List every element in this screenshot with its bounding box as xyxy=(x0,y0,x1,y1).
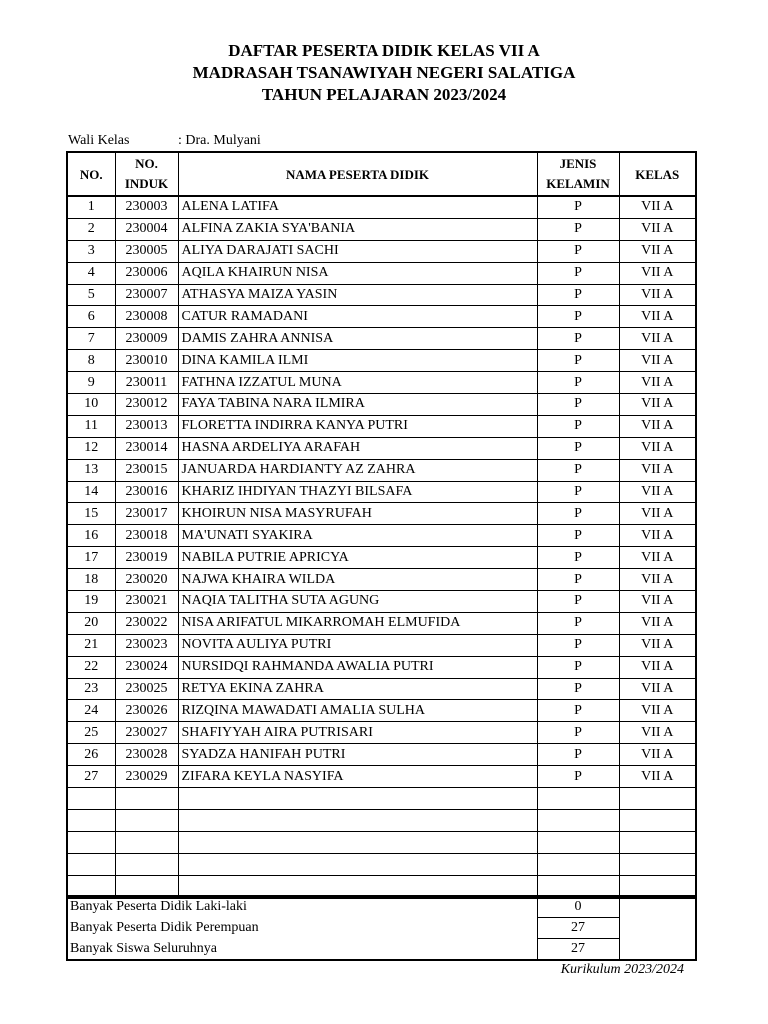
table-row xyxy=(67,437,696,459)
cell-jenis-kelamin: P xyxy=(537,547,619,569)
cell-no-induk: 230019 xyxy=(115,547,178,569)
title-line-1: DAFTAR PESERTA DIDIK KELAS VII A xyxy=(228,41,540,60)
empty-cell xyxy=(115,831,178,853)
cell-no: 20 xyxy=(67,612,115,634)
cell-jenis-kelamin: P xyxy=(537,306,619,328)
cell-nama: CATUR RAMADANI xyxy=(178,306,537,328)
cell-kelas: VII A xyxy=(619,196,696,218)
title-line-2: MADRASAH TSANAWIYAH NEGERI SALATIGA xyxy=(192,63,576,82)
cell-kelas: VII A xyxy=(619,328,696,350)
header-no-induk-top: NO. xyxy=(135,156,158,171)
summary-value-perempuan: 27 xyxy=(537,918,619,939)
header-kelas: KELAS xyxy=(619,152,696,196)
cell-jenis-kelamin: P xyxy=(537,328,619,350)
table-header-row xyxy=(67,152,696,196)
cell-no-induk: 230006 xyxy=(115,262,178,284)
table-row xyxy=(67,394,696,416)
cell-no: 24 xyxy=(67,700,115,722)
summary-value-laki: 0 xyxy=(537,896,619,918)
table-row xyxy=(67,459,696,481)
cell-no-induk: 230008 xyxy=(115,306,178,328)
header-no: NO. xyxy=(67,152,115,196)
cell-no: 18 xyxy=(67,569,115,591)
roster-body xyxy=(67,196,696,898)
cell-kelas: VII A xyxy=(619,481,696,503)
table-row xyxy=(67,284,696,306)
empty-cell xyxy=(537,788,619,810)
table-row xyxy=(67,766,696,788)
cell-no-induk: 230003 xyxy=(115,196,178,218)
table-row xyxy=(67,591,696,613)
cell-no-induk: 230024 xyxy=(115,656,178,678)
cell-nama: HASNA ARDELIYA ARAFAH xyxy=(178,437,537,459)
cell-jenis-kelamin: P xyxy=(537,612,619,634)
summary-table xyxy=(66,895,697,961)
empty-cell xyxy=(178,788,537,810)
cell-jenis-kelamin: P xyxy=(537,766,619,788)
cell-no-induk: 230018 xyxy=(115,525,178,547)
cell-nama: ZIFARA KEYLA NASYIFA xyxy=(178,766,537,788)
cell-nama: ATHASYA MAIZA YASIN xyxy=(178,284,537,306)
summary-row xyxy=(67,939,696,961)
cell-no-induk: 230014 xyxy=(115,437,178,459)
header-jenis-bottom: KELAMIN xyxy=(546,176,610,191)
cell-jenis-kelamin: P xyxy=(537,591,619,613)
cell-jenis-kelamin: P xyxy=(537,722,619,744)
header-no-induk-bottom: INDUK xyxy=(124,176,169,191)
cell-nama: JANUARDA HARDIANTY AZ ZAHRA xyxy=(178,459,537,481)
footer-kurikulum: Kurikulum 2023/2024 xyxy=(560,962,684,977)
cell-nama: ALIYA DARAJATI SACHI xyxy=(178,240,537,262)
empty-cell xyxy=(619,809,696,831)
table-row xyxy=(67,656,696,678)
cell-no-induk: 230015 xyxy=(115,459,178,481)
cell-no: 9 xyxy=(67,372,115,394)
cell-nama: NAQIA TALITHA SUTA AGUNG xyxy=(178,591,537,613)
empty-row xyxy=(67,831,696,853)
cell-jenis-kelamin: P xyxy=(537,634,619,656)
table-row xyxy=(67,722,696,744)
header-no-induk xyxy=(115,152,178,196)
cell-nama: KHOIRUN NISA MASYRUFAH xyxy=(178,503,537,525)
empty-row xyxy=(67,788,696,810)
cell-kelas: VII A xyxy=(619,437,696,459)
cell-no-induk: 230023 xyxy=(115,634,178,656)
cell-jenis-kelamin: P xyxy=(537,350,619,372)
cell-nama: FATHNA IZZATUL MUNA xyxy=(178,372,537,394)
summary-row xyxy=(67,896,696,918)
cell-no: 27 xyxy=(67,766,115,788)
cell-no: 4 xyxy=(67,262,115,284)
summary-value-total: 27 xyxy=(537,939,619,961)
cell-kelas: VII A xyxy=(619,547,696,569)
empty-cell xyxy=(178,853,537,875)
cell-kelas: VII A xyxy=(619,284,696,306)
title-line-3: TAHUN PELAJARAN 2023/2024 xyxy=(261,85,507,104)
summary-row xyxy=(67,918,696,939)
cell-jenis-kelamin: P xyxy=(537,240,619,262)
table-row xyxy=(67,744,696,766)
table-row xyxy=(67,634,696,656)
cell-kelas: VII A xyxy=(619,569,696,591)
cell-kelas: VII A xyxy=(619,240,696,262)
table-row xyxy=(67,700,696,722)
summary-label-total: Banyak Siswa Seluruhnya xyxy=(67,939,537,961)
cell-jenis-kelamin: P xyxy=(537,394,619,416)
cell-no-induk: 230025 xyxy=(115,678,178,700)
empty-cell xyxy=(115,788,178,810)
cell-jenis-kelamin: P xyxy=(537,503,619,525)
table-row xyxy=(67,569,696,591)
table-row xyxy=(67,678,696,700)
cell-no: 26 xyxy=(67,744,115,766)
table-row xyxy=(67,350,696,372)
empty-cell xyxy=(178,809,537,831)
cell-no: 6 xyxy=(67,306,115,328)
wali-kelas-label: Wali Kelas xyxy=(68,133,130,148)
cell-no: 16 xyxy=(67,525,115,547)
table-row xyxy=(67,196,696,218)
cell-kelas: VII A xyxy=(619,678,696,700)
cell-kelas: VII A xyxy=(619,415,696,437)
cell-nama: RIZQINA MAWADATI AMALIA SULHA xyxy=(178,700,537,722)
cell-no: 21 xyxy=(67,634,115,656)
cell-no-induk: 230029 xyxy=(115,766,178,788)
header-nama: NAMA PESERTA DIDIK xyxy=(178,152,537,196)
cell-nama: SHAFIYYAH AIRA PUTRISARI xyxy=(178,722,537,744)
cell-jenis-kelamin: P xyxy=(537,678,619,700)
cell-no: 17 xyxy=(67,547,115,569)
empty-row xyxy=(67,809,696,831)
cell-no: 7 xyxy=(67,328,115,350)
cell-no: 23 xyxy=(67,678,115,700)
empty-cell xyxy=(537,831,619,853)
cell-kelas: VII A xyxy=(619,634,696,656)
cell-jenis-kelamin: P xyxy=(537,656,619,678)
cell-no-induk: 230012 xyxy=(115,394,178,416)
cell-nama: DINA KAMILA ILMI xyxy=(178,350,537,372)
cell-no: 5 xyxy=(67,284,115,306)
cell-nama: NURSIDQI RAHMANDA AWALIA PUTRI xyxy=(178,656,537,678)
table-row xyxy=(67,306,696,328)
cell-no: 13 xyxy=(67,459,115,481)
cell-kelas: VII A xyxy=(619,372,696,394)
empty-cell xyxy=(67,809,115,831)
cell-no-induk: 230027 xyxy=(115,722,178,744)
cell-nama: SYADZA HANIFAH PUTRI xyxy=(178,744,537,766)
empty-cell xyxy=(115,853,178,875)
wali-kelas-value: : Dra. Mulyani xyxy=(178,133,261,148)
cell-jenis-kelamin: P xyxy=(537,700,619,722)
cell-nama: AQILA KHAIRUN NISA xyxy=(178,262,537,284)
cell-kelas: VII A xyxy=(619,744,696,766)
cell-no: 14 xyxy=(67,481,115,503)
cell-nama: NISA ARIFATUL MIKARROMAH ELMUFIDA xyxy=(178,612,537,634)
empty-cell xyxy=(67,788,115,810)
cell-kelas: VII A xyxy=(619,766,696,788)
empty-cell xyxy=(115,809,178,831)
cell-nama: NOVITA AULIYA PUTRI xyxy=(178,634,537,656)
table-row xyxy=(67,612,696,634)
cell-kelas: VII A xyxy=(619,306,696,328)
empty-cell xyxy=(619,788,696,810)
cell-no-induk: 230010 xyxy=(115,350,178,372)
cell-nama: KHARIZ IHDIYAN THAZYI BILSAFA xyxy=(178,481,537,503)
cell-no: 25 xyxy=(67,722,115,744)
document-title xyxy=(0,40,768,106)
cell-nama: ALFINA ZAKIA SYA'BANIA xyxy=(178,218,537,240)
cell-no-induk: 230005 xyxy=(115,240,178,262)
empty-cell xyxy=(619,853,696,875)
cell-no-induk: 230022 xyxy=(115,612,178,634)
cell-no-induk: 230020 xyxy=(115,569,178,591)
summary-label-laki: Banyak Peserta Didik Laki-laki xyxy=(67,896,537,918)
cell-nama: ALENA LATIFA xyxy=(178,196,537,218)
cell-kelas: VII A xyxy=(619,350,696,372)
table-row xyxy=(67,547,696,569)
table-row xyxy=(67,525,696,547)
cell-no: 2 xyxy=(67,218,115,240)
cell-kelas: VII A xyxy=(619,591,696,613)
cell-jenis-kelamin: P xyxy=(537,372,619,394)
table-row xyxy=(67,262,696,284)
table-row xyxy=(67,218,696,240)
cell-no-induk: 230028 xyxy=(115,744,178,766)
cell-no-induk: 230011 xyxy=(115,372,178,394)
cell-jenis-kelamin: P xyxy=(537,525,619,547)
cell-no-induk: 230021 xyxy=(115,591,178,613)
header-jenis-top: JENIS xyxy=(559,156,597,171)
cell-no: 19 xyxy=(67,591,115,613)
cell-jenis-kelamin: P xyxy=(537,481,619,503)
cell-jenis-kelamin: P xyxy=(537,218,619,240)
table-row xyxy=(67,372,696,394)
cell-nama: RETYA EKINA ZAHRA xyxy=(178,678,537,700)
cell-jenis-kelamin: P xyxy=(537,459,619,481)
table-row xyxy=(67,481,696,503)
cell-nama: DAMIS ZAHRA ANNISA xyxy=(178,328,537,350)
summary-blank-cell xyxy=(619,896,696,960)
cell-jenis-kelamin: P xyxy=(537,437,619,459)
empty-cell xyxy=(67,831,115,853)
cell-jenis-kelamin: P xyxy=(537,415,619,437)
cell-jenis-kelamin: P xyxy=(537,569,619,591)
cell-kelas: VII A xyxy=(619,722,696,744)
cell-no: 15 xyxy=(67,503,115,525)
cell-kelas: VII A xyxy=(619,525,696,547)
cell-kelas: VII A xyxy=(619,459,696,481)
cell-kelas: VII A xyxy=(619,218,696,240)
cell-kelas: VII A xyxy=(619,503,696,525)
cell-no: 3 xyxy=(67,240,115,262)
cell-no-induk: 230026 xyxy=(115,700,178,722)
table-row xyxy=(67,240,696,262)
cell-kelas: VII A xyxy=(619,394,696,416)
empty-cell xyxy=(537,853,619,875)
wali-kelas xyxy=(68,132,261,150)
cell-no: 10 xyxy=(67,394,115,416)
cell-kelas: VII A xyxy=(619,700,696,722)
empty-cell xyxy=(619,831,696,853)
cell-no: 11 xyxy=(67,415,115,437)
cell-no: 22 xyxy=(67,656,115,678)
cell-kelas: VII A xyxy=(619,262,696,284)
cell-no-induk: 230017 xyxy=(115,503,178,525)
empty-cell xyxy=(178,831,537,853)
table-row xyxy=(67,503,696,525)
cell-no-induk: 230009 xyxy=(115,328,178,350)
cell-no-induk: 230007 xyxy=(115,284,178,306)
table-row xyxy=(67,415,696,437)
cell-no-induk: 230013 xyxy=(115,415,178,437)
empty-cell xyxy=(67,853,115,875)
cell-nama: FAYA TABINA NARA ILMIRA xyxy=(178,394,537,416)
table-row xyxy=(67,328,696,350)
cell-no-induk: 230016 xyxy=(115,481,178,503)
empty-cell xyxy=(537,809,619,831)
cell-jenis-kelamin: P xyxy=(537,744,619,766)
cell-jenis-kelamin: P xyxy=(537,196,619,218)
cell-no: 1 xyxy=(67,196,115,218)
cell-nama: FLORETTA INDIRRA KANYA PUTRI xyxy=(178,415,537,437)
cell-kelas: VII A xyxy=(619,656,696,678)
student-roster-table xyxy=(66,151,697,899)
cell-no: 12 xyxy=(67,437,115,459)
cell-no: 8 xyxy=(67,350,115,372)
summary-label-perempuan: Banyak Peserta Didik Perempuan xyxy=(67,918,537,939)
cell-nama: NAJWA KHAIRA WILDA xyxy=(178,569,537,591)
cell-nama: NABILA PUTRIE APRICYA xyxy=(178,547,537,569)
cell-jenis-kelamin: P xyxy=(537,262,619,284)
cell-no-induk: 230004 xyxy=(115,218,178,240)
cell-jenis-kelamin: P xyxy=(537,284,619,306)
header-jenis-kelamin xyxy=(537,152,619,196)
cell-nama: MA'UNATI SYAKIRA xyxy=(178,525,537,547)
cell-kelas: VII A xyxy=(619,612,696,634)
empty-row xyxy=(67,853,696,875)
